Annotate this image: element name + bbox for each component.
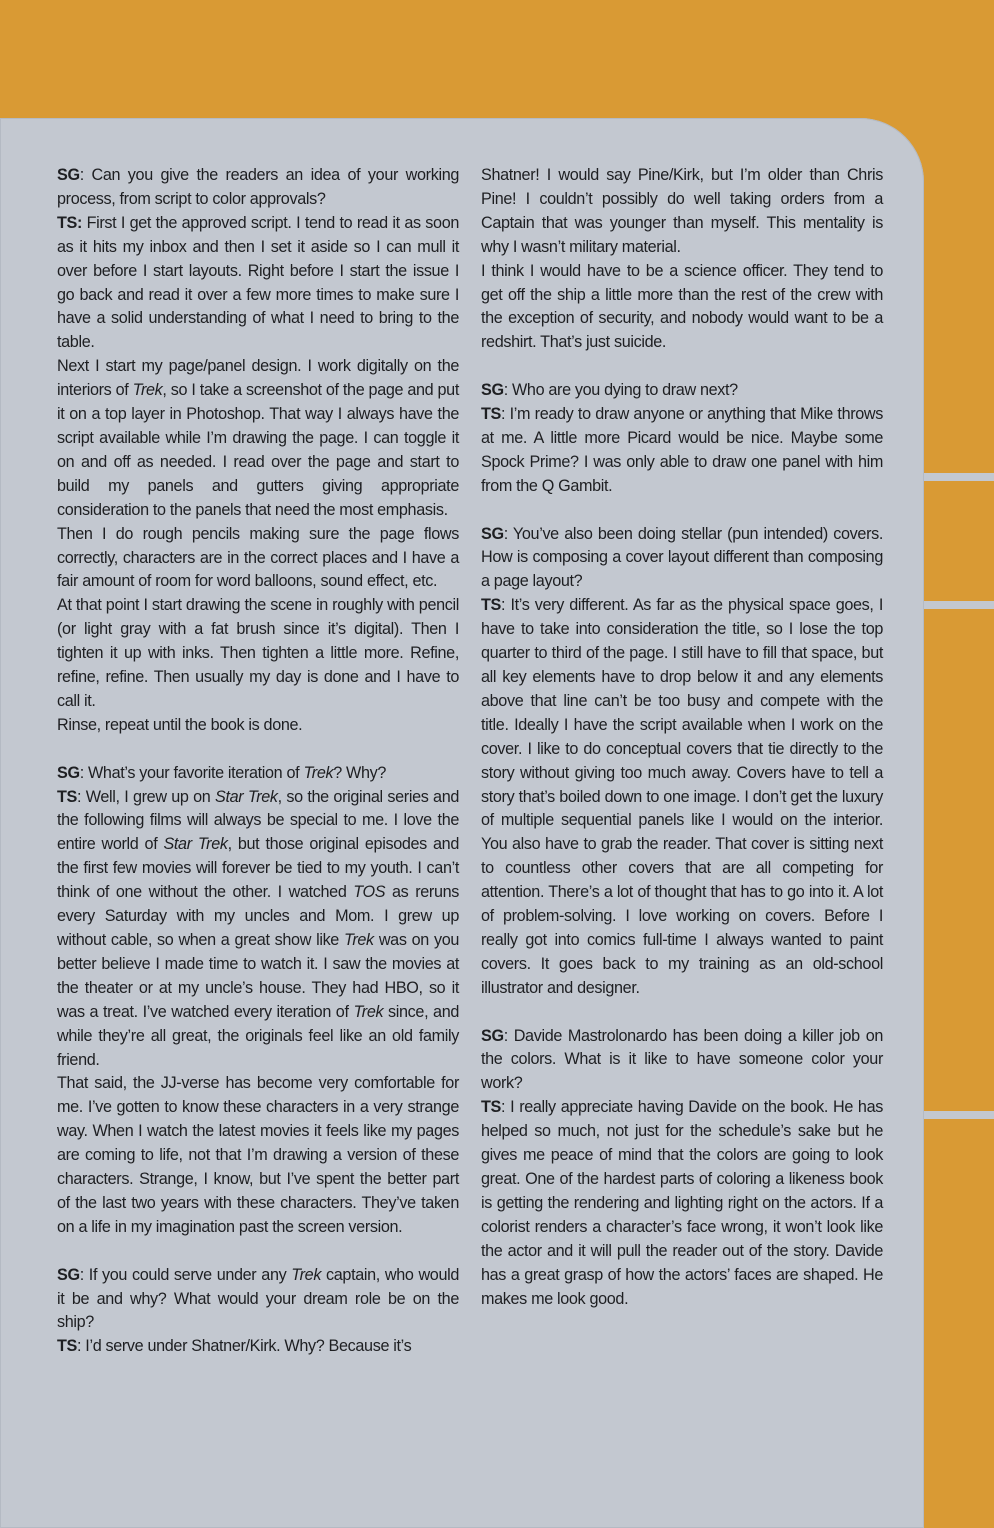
- text-run: Shatner! I would say Pine/Kirk, but I’m older than Chris Pine! I couldn’t possibly do well taking orders from a Captain that was younger than myself. This mentality is why I wasn’t military material.: [481, 166, 883, 256]
- text-run: : Davide Mastrolonardo has been doing a killer job on the colors. What is it like to have someone color your work?: [481, 1026, 883, 1093]
- text-run: Then I do rough pencils making sure the page flows correctly, characters are in the correct places and I have a fair amount of room for word balloons, sound effect, etc.: [57, 524, 459, 591]
- text-run: Rinse, repeat until the book is done.: [57, 715, 303, 734]
- italic-title: Trek: [291, 1265, 322, 1284]
- text-run: : I’m ready to draw anyone or anything that Mike throws at me. A little more Picard would be nice. Maybe some Spock Prime? I was only able to draw one panel with him from the Q Gambit.: [481, 405, 883, 495]
- paragraph: [57, 762, 459, 786]
- speaker-label: TS:: [57, 213, 83, 232]
- paragraph: [57, 1264, 459, 1336]
- paragraph: [57, 1072, 459, 1239]
- text-run: captain, who would it be and why? What would your dream role be on the ship?: [57, 1265, 459, 1332]
- paragraph: [481, 1096, 883, 1311]
- speaker-label: TS: [57, 787, 77, 806]
- text-run: : Well, I grew up on: [77, 787, 216, 806]
- paragraph: [481, 260, 883, 356]
- text-run: was on you better believe I made time to watch it. I saw the movies at the theater or at my uncle’s house. They had HBO, so it was a treat. I’ve watched every iteration of: [57, 930, 459, 1021]
- text-run: : Who are you dying to draw next?: [503, 381, 738, 400]
- paragraph: [481, 379, 883, 403]
- paragraph: [57, 714, 459, 738]
- paragraph: [481, 523, 883, 595]
- text-run: : I really appreciate having Davide on the book. He has helped so much, not just for the schedule’s sake but he gives me peace of mind that the colors are going to look great. One of the hardest parts of coloring a likeness book is getting the rendering and lighting right on the actors. If a colorist renders a character’s face wrong, it won’t look like the actor and it will pull the reader out of the story. Davide has a great grasp of how the actors’ faces are shaped. He makes me look good.: [481, 1098, 883, 1308]
- italic-title: Trek: [303, 763, 334, 782]
- text-run: , but those original episodes and the first few movies will forever be tied to my youth. I can’t think of one without the other. I watched: [57, 835, 459, 902]
- text-run: : It’s very different. As far as the physical space goes, I have to take into consideration the title, so I lose the top quarter to third of the page. I still have to fill that space, but all key elements have to drop below it and any elements above that line can’t be too busy and compete with the title. Ideally I have the script available when I work on the cover. I like to do conceptual covers that tie directly to the story without giving too much away. Covers have to tell a story that’s boiled down to one image. I don’t get the luxury of multiple sequential panels like I would on the interior. You also have to grab the reader. That cover is sitting next to countless other covers that are all competing for attention. There’s a lot of thought that has to go into it. A lot of problem-solving. I love working on covers. Before I really got into comics full-time I always wanted to paint covers. It goes back to my training as an old-school illustrator and designer.: [481, 596, 883, 997]
- text-column-left: [57, 164, 459, 1359]
- italic-title: Star Trek: [163, 835, 228, 854]
- paragraph: [481, 164, 883, 260]
- paragraph: [57, 594, 459, 714]
- text-run: : What’s your favorite iteration of: [79, 763, 304, 782]
- speaker-label: TS: [57, 1337, 77, 1356]
- paragraph: [57, 164, 459, 212]
- speaker-label: TS: [481, 405, 501, 424]
- text-run: : You’ve also been doing stellar (pun intended) covers. How is composing a cover layout different than composing a page layout?: [481, 524, 883, 591]
- text-run: : I’d serve under Shatner/Kirk. Why? Because it’s: [77, 1337, 412, 1356]
- text-run: , so I take a screenshot of the page and put it on a top layer in Photoshop. That way I always have the script available while I’m drawing the page. I can toggle it on and off as needed. I read over the page and start to build my panels and gutters giving appropriate consideration to the panels that need the most emphasis.: [57, 381, 459, 519]
- side-tab-divider: [924, 473, 994, 481]
- speaker-label: SG: [481, 381, 504, 400]
- speaker-label: SG: [57, 763, 80, 782]
- paragraph: [481, 1025, 883, 1097]
- speaker-label: SG: [481, 524, 504, 543]
- side-tab-divider: [924, 1111, 994, 1119]
- italic-title: Trek: [132, 381, 163, 400]
- paragraph: [57, 786, 459, 1073]
- text-run: That said, the JJ-verse has become very comfortable for me. I’ve gotten to know these characters in a very strange way. When I watch the latest movies it feels like my pages are coming to life, not that I’m drawing a version of these characters. Strange, I know, but I’ve spent the better part of the last two years with these characters. They’ve taken on a life in my imagination past the screen version.: [57, 1074, 459, 1236]
- italic-title: Trek: [353, 1002, 384, 1021]
- italic-title: Trek: [344, 930, 374, 949]
- text-run: : Can you give the readers an idea of your working process, from script to color approvals?: [57, 166, 459, 208]
- italic-title: TOS: [353, 883, 386, 902]
- text-column-right: [481, 164, 883, 1311]
- side-tab-divider: [924, 601, 994, 609]
- speaker-label: TS: [481, 596, 501, 615]
- paragraph: [57, 355, 459, 522]
- text-run: Next I start my page/panel design. I work digitally on the interiors of: [57, 357, 459, 400]
- text-run: At that point I start drawing the scene in roughly with pencil (or light gray with a fat brush since it’s digital). Then I tighten it up with inks. Then tighten a little more. Refine, refine, refine. Then usually my day is done and I have to call it.: [57, 596, 459, 710]
- speaker-label: SG: [57, 1265, 80, 1284]
- text-run: I think I would have to be a science officer. They tend to get off the ship a little more than the rest of the crew with the exception of security, and nobody would want to be a redshirt. That’s just suicide.: [481, 261, 883, 352]
- italic-title: Star Trek: [215, 787, 278, 806]
- speaker-label: SG: [481, 1026, 504, 1045]
- paragraph: [481, 403, 883, 499]
- paragraph: [57, 523, 459, 595]
- text-run: ? Why?: [333, 763, 386, 782]
- speaker-label: SG: [57, 166, 80, 184]
- text-run: First I get the approved script. I tend to read it as soon as it hits my inbox and then I set it aside so I can mull it over before I start layouts. Right before I start the issue I go back and read it over a few more times to make sure I have a solid understanding of what I need to bring to the table.: [57, 213, 459, 352]
- paragraph: [57, 1335, 459, 1359]
- text-run: , so the original series and the following films will always be special to me. I love the entire world of: [57, 787, 460, 854]
- paragraph: [481, 594, 883, 1000]
- text-run: as reruns every Saturday with my uncles and Mom. I grew up without cable, so when a great show like: [57, 883, 459, 949]
- text-run: : If you could serve under any: [79, 1265, 292, 1284]
- paragraph: [57, 212, 459, 355]
- speaker-label: TS: [481, 1098, 501, 1117]
- text-run: since, and while they’re all great, the originals feel like an old family friend.: [57, 1002, 459, 1069]
